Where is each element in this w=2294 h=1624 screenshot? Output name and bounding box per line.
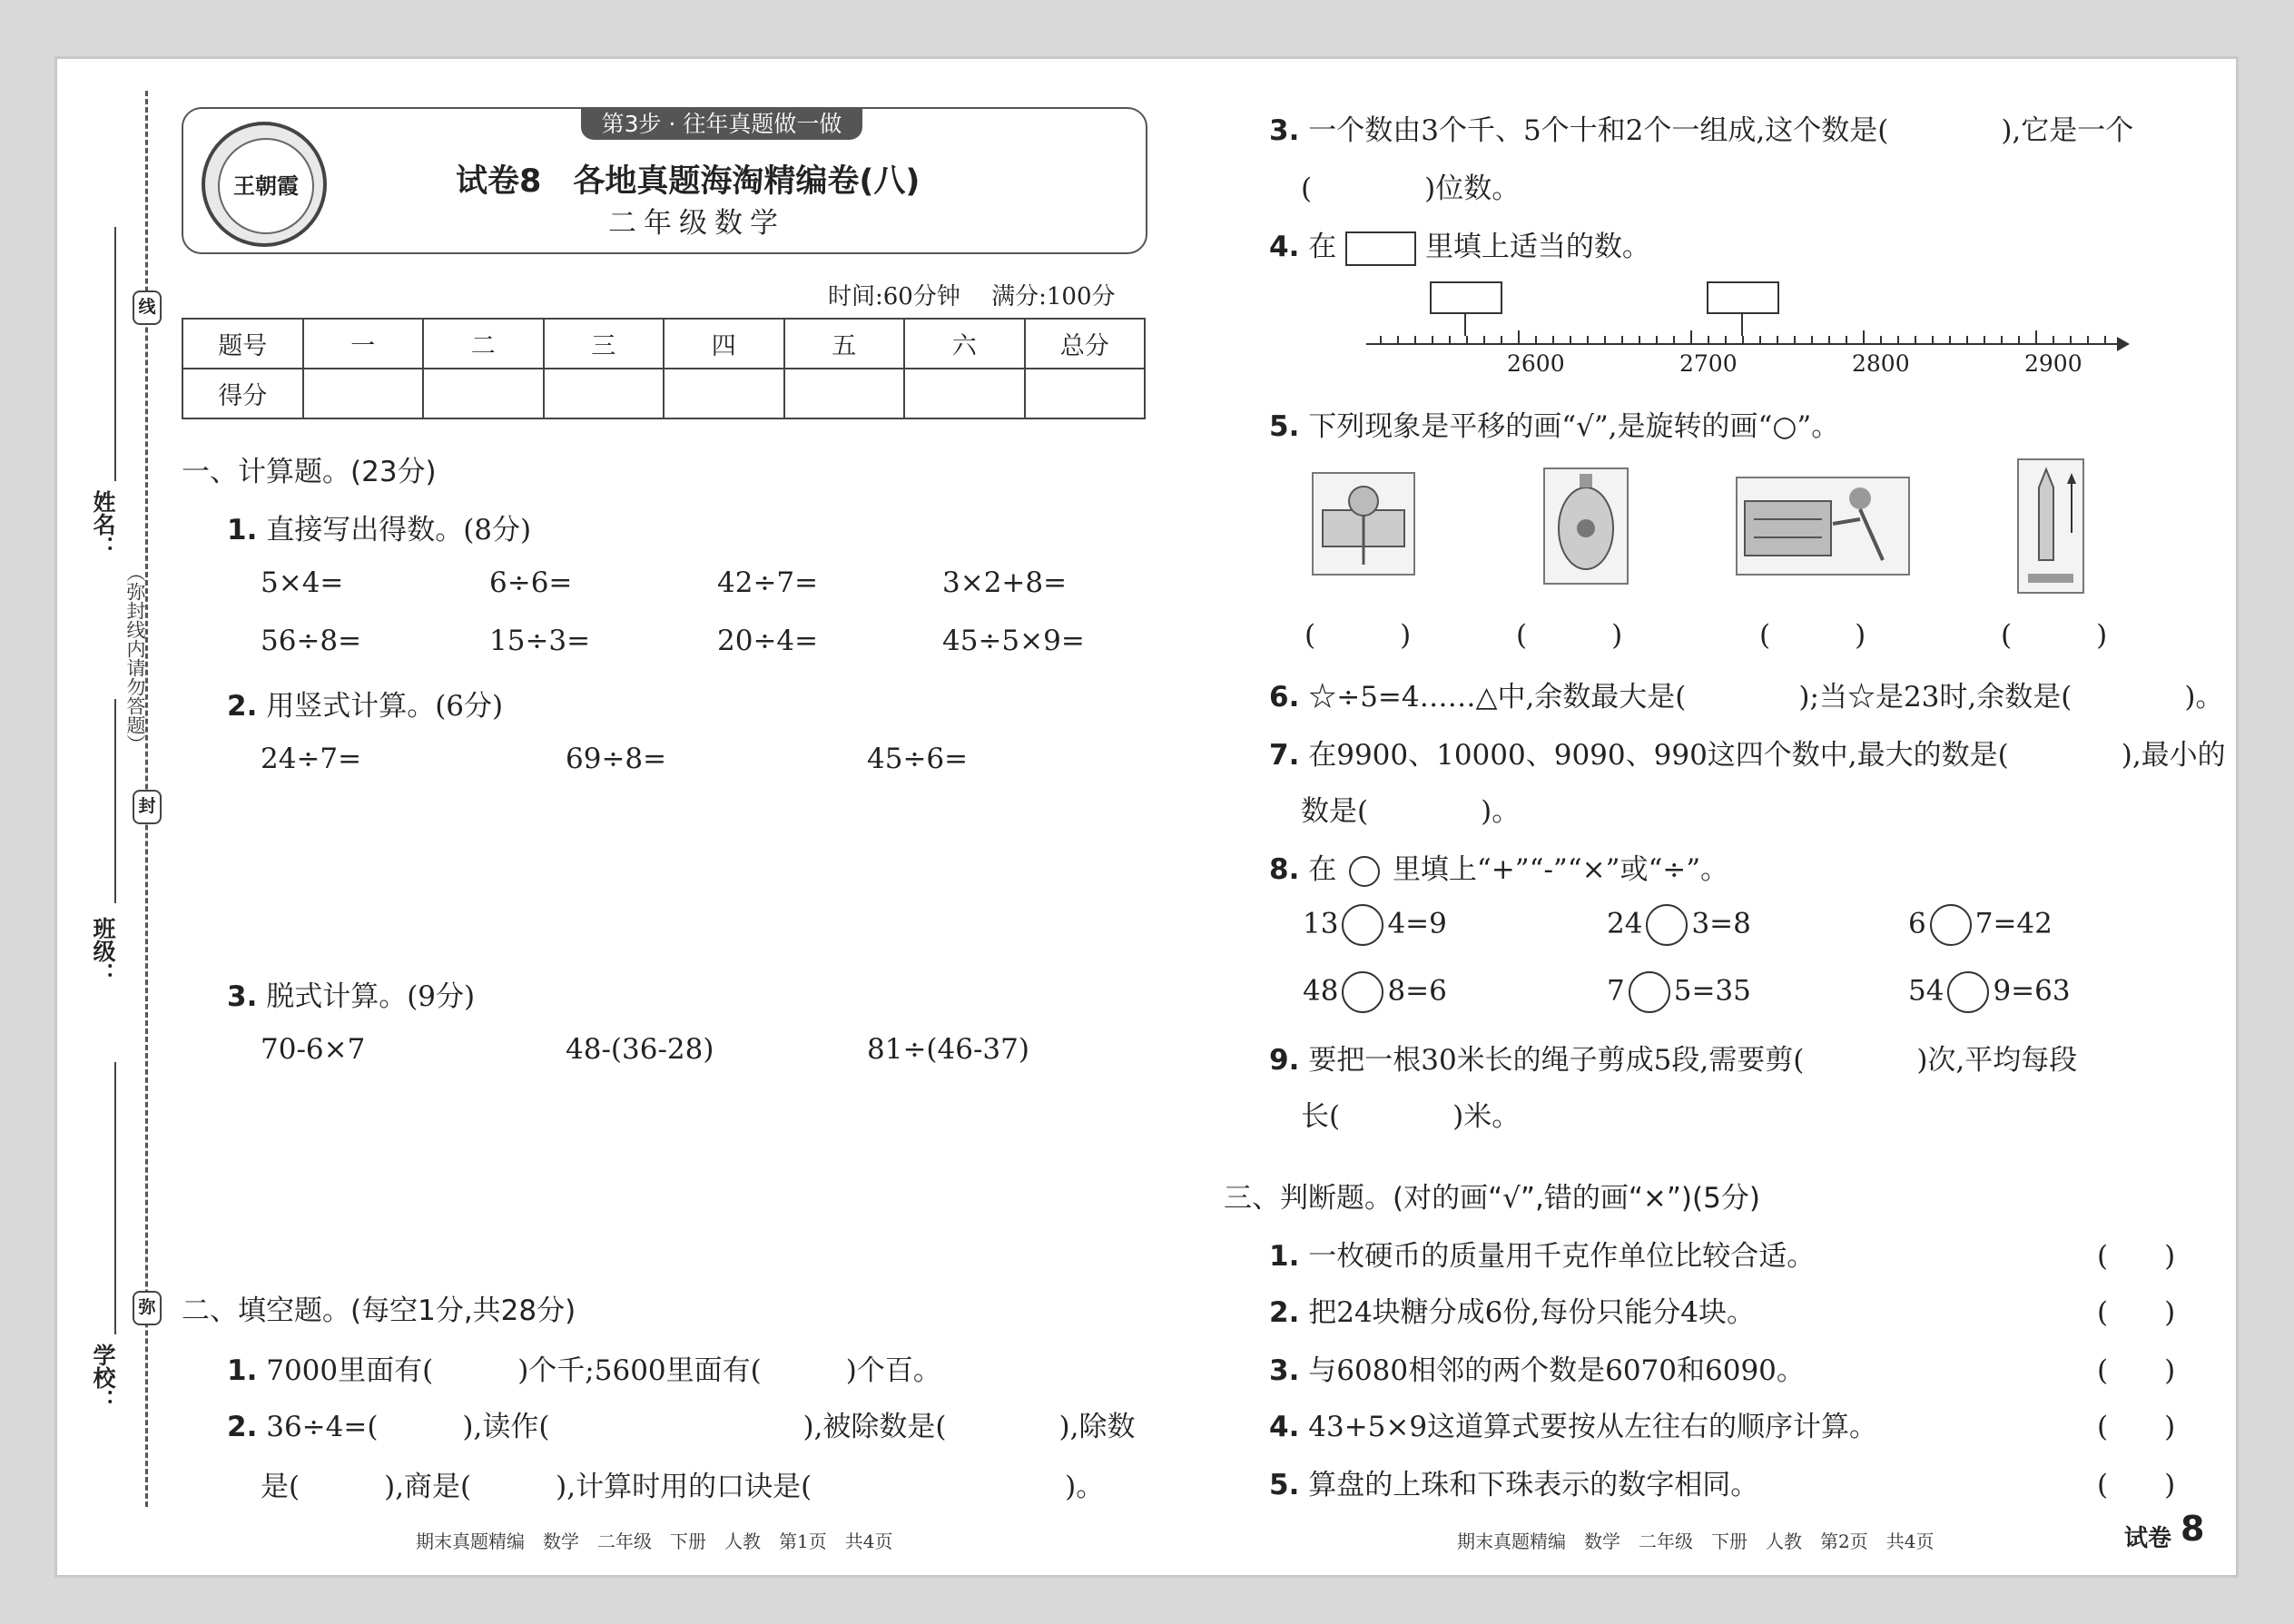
s2-q9-line1 [1269, 1037, 2077, 1078]
section2-title: 二、填空题。(每空1分,共28分) [182, 1294, 576, 1327]
q8-item [1908, 971, 2071, 1013]
q-number: 9. [1269, 1044, 1300, 1077]
number-line-tick [1621, 336, 1623, 344]
step-banner: 第3步 · 往年真题做一做 [581, 109, 862, 140]
calc-item: 42÷7= [717, 566, 819, 599]
q-number: 6. [1269, 681, 1300, 714]
number-line-tick [1570, 336, 1571, 344]
q-text[interactable]: ☆÷5=4……△中,余数最大是( );当☆是23时,余数是( )。 [1308, 681, 2224, 714]
q-number: 3. [1269, 114, 1300, 147]
q-text[interactable]: 要把一根30米长的绳子剪成5段,需要剪( )次,平均每段 [1308, 1044, 2078, 1077]
footer-page-number: 8 [2181, 1509, 2205, 1549]
pulley-picture [1543, 468, 1629, 585]
q-number: 3. [1269, 1354, 1300, 1387]
badge-close: 弥 [133, 1291, 162, 1325]
calc-item: 6÷6= [489, 566, 573, 599]
judge-item [1269, 1403, 1877, 1444]
operator-circle[interactable] [1629, 971, 1670, 1013]
s1-q1 [227, 507, 531, 547]
q-text[interactable]: 36÷4=( ),读作( ),被除数是( ),除数 [266, 1411, 1136, 1443]
q-text-post: 里填上适当的数。 [1424, 231, 1650, 263]
number-line-tick [1759, 336, 1761, 344]
judge-blank[interactable]: ( ) [2097, 1411, 2176, 1443]
s2-q9-line2[interactable]: 长( )米。 [1301, 1100, 1521, 1133]
push-box-icon [1738, 478, 1908, 574]
footer-left: 期末真题精编 数学 二年级 下册 人教 第1页 共4页 [416, 1530, 893, 1552]
score-value-row [182, 369, 1145, 418]
operator-circle[interactable] [1646, 904, 1688, 946]
operator-circle[interactable] [1342, 971, 1383, 1013]
number-line-label: 2900 [2024, 350, 2082, 377]
number-line-box-2[interactable] [1707, 281, 1779, 314]
judge-item [1269, 1462, 1758, 1502]
footer-label: 试卷 [2124, 1525, 2172, 1552]
operand: 24 [1607, 907, 1643, 940]
score-input-cell[interactable] [784, 369, 905, 418]
publisher-logo [202, 122, 327, 247]
number-line-tick [1518, 330, 1520, 344]
number-line-tick [2018, 336, 2020, 344]
time-score: 时间:60分钟 满分:100分 [828, 283, 1116, 310]
operand: 48 [1303, 974, 1339, 1008]
number-line-tick [1794, 336, 1796, 344]
s2-q6 [1269, 674, 2223, 714]
school-field[interactable] [114, 1062, 116, 1334]
number-line-tick [2070, 336, 2072, 344]
score-cell: 题号 [182, 319, 303, 369]
q-number: 5. [1269, 1469, 1300, 1501]
q5-answer[interactable]: ( ) [1305, 619, 1412, 652]
school-label: 学校： [90, 1343, 116, 1412]
calc-item: 69÷8= [566, 743, 667, 775]
number-line-tick [2087, 336, 2089, 344]
number-line-tick [1811, 336, 1813, 344]
q-text: 直接写出得数。(8分) [266, 514, 532, 546]
judge-blank[interactable]: ( ) [2097, 1240, 2176, 1273]
crank-icon [1314, 474, 1413, 574]
number-line-tick [1777, 336, 1778, 344]
q-number: 2. [227, 690, 258, 723]
s1-q2 [227, 683, 503, 723]
score-input-cell[interactable] [544, 369, 665, 418]
operator-circle[interactable] [1947, 971, 1989, 1013]
number-line-tick [1466, 336, 1468, 344]
number-line-tick [1414, 336, 1416, 344]
number-line-tick [1449, 336, 1451, 344]
q5-answer[interactable]: ( ) [1516, 619, 1623, 652]
score-cell: 二 [423, 319, 544, 369]
operand: 54 [1908, 974, 1944, 1008]
section1-title: 一、计算题。(23分) [182, 456, 437, 488]
fill-box-sample [1345, 231, 1416, 266]
q-number: 1. [1269, 1240, 1300, 1273]
q-number: 2. [1269, 1296, 1300, 1329]
seal-note: （弥封线内请勿答题） [124, 563, 146, 753]
judge-blank[interactable]: ( ) [2097, 1354, 2176, 1387]
calc-item: 56÷8= [261, 625, 362, 657]
calc-item: 48-(36-28) [566, 1033, 714, 1066]
rocket-icon [2019, 460, 2082, 592]
number-line-tick [1828, 336, 1830, 344]
operand: 13 [1303, 907, 1339, 940]
box-pointer [1741, 312, 1743, 336]
q-number: 5. [1269, 410, 1300, 443]
number-line-tick [1397, 336, 1399, 344]
number-line-tick [1880, 336, 1882, 344]
name-label: 姓名： [90, 490, 116, 558]
q8-item [1303, 904, 1447, 946]
q-number: 4. [1269, 231, 1300, 263]
operand: 7 [1607, 974, 1625, 1008]
number-line-tick [1725, 336, 1727, 344]
q8-item [1607, 971, 1751, 1013]
class-label: 班级： [90, 917, 116, 985]
q-text-post: 里填上“+”“-”“×”或“÷”。 [1392, 853, 1729, 886]
judge-blank[interactable]: ( ) [2097, 1296, 2176, 1329]
score-input-cell[interactable] [303, 369, 424, 418]
s2-q5 [1269, 403, 1839, 444]
calc-item: 81÷(46-37) [867, 1033, 1029, 1066]
q-text: 脱式计算。(9分) [266, 980, 476, 1013]
pulley-icon [1545, 469, 1627, 583]
operand: 7=42 [1974, 907, 2053, 940]
q-number: 8. [1269, 853, 1300, 886]
circle-sample [1349, 856, 1380, 887]
number-line-label: 2800 [1852, 350, 1910, 377]
number-line-tick [1915, 336, 1916, 344]
number-line-label: 2600 [1507, 350, 1565, 377]
q-text[interactable]: 在9900、10000、9090、990这四个数中,最大的数是( ),最小的 [1308, 739, 2226, 772]
box-pointer [1464, 312, 1466, 336]
calc-item: 20÷4= [717, 625, 819, 657]
number-line-arrow [2117, 337, 2130, 351]
judge-blank[interactable]: ( ) [2097, 1469, 2176, 1501]
number-line-tick [1639, 336, 1640, 344]
judge-item [1269, 1347, 1805, 1388]
operand: 4=9 [1387, 907, 1447, 940]
score-cell: 三 [544, 319, 665, 369]
number-line-tick [2035, 330, 2037, 344]
operand: 5=35 [1673, 974, 1751, 1008]
s2-q7-line2[interactable]: 数是( )。 [1301, 795, 1521, 828]
class-field[interactable] [114, 699, 116, 903]
judge-text: 一枚硬币的质量用千克作单位比较合适。 [1308, 1240, 1816, 1273]
score-cell: 四 [664, 319, 784, 369]
q-number: 3. [227, 980, 258, 1013]
score-cell: 五 [784, 319, 905, 369]
number-line-tick [1949, 336, 1951, 344]
number-line-tick [1432, 336, 1433, 344]
exam-subtitle: 二年级数学 [608, 207, 785, 240]
number-line-tick [1673, 336, 1675, 344]
score-input-cell[interactable] [904, 369, 1025, 418]
s2-q3-line1 [1269, 107, 2133, 148]
section3-title: 三、判断题。(对的画“√”,错的画“×”)(5分) [1224, 1182, 1760, 1215]
q5-answer[interactable]: ( ) [2001, 619, 2108, 652]
score-cell: 六 [904, 319, 1025, 369]
exam-title: 试卷8 各地真题海淘精编卷(八) [456, 163, 921, 200]
calc-item: 45÷6= [867, 743, 969, 775]
number-line-tick [2104, 336, 2106, 344]
number-line-tick [1932, 336, 1934, 344]
operand: 9=63 [1993, 974, 2071, 1008]
number-line-label: 2700 [1679, 350, 1738, 377]
number-line-tick [1846, 336, 1847, 344]
exam-header [182, 107, 1147, 254]
s1-q3 [227, 973, 475, 1014]
number-line-tick [1708, 336, 1709, 344]
q-text-pre: 在 [1308, 853, 1337, 886]
operator-circle[interactable] [1342, 904, 1383, 946]
footer-right: 期末真题精编 数学 二年级 下册 人教 第2页 共4页 [1457, 1530, 1935, 1552]
s2-q3-line2[interactable]: ( )位数。 [1301, 172, 1521, 205]
logo-text: 王朝霞 [218, 138, 314, 234]
calc-item: 5×4= [261, 566, 344, 599]
number-line-tick [1380, 336, 1382, 344]
judge-text: 把24块糖分成6份,每份只能分4块。 [1308, 1296, 1755, 1329]
number-line-tick [1587, 336, 1589, 344]
number-line-tick [1604, 336, 1606, 344]
number-line-tick [2053, 336, 2054, 344]
number-line-tick [2001, 336, 2003, 344]
score-table [182, 318, 1146, 419]
number-line-tick [1535, 336, 1537, 344]
score-cell: 一 [303, 319, 424, 369]
number-line-tick [1483, 336, 1485, 344]
number-line-box-1[interactable] [1430, 281, 1502, 314]
s2-q7-line1 [1269, 732, 2226, 773]
score-input-cell[interactable] [664, 369, 784, 418]
judge-item [1269, 1289, 1755, 1330]
s2-q2-line1 [227, 1403, 1135, 1444]
calc-item: 45÷5×9= [942, 625, 1085, 657]
name-field[interactable] [114, 227, 116, 481]
s2-q1 [227, 1347, 941, 1388]
s2-q8 [1269, 846, 1728, 887]
calc-item: 3×2+8= [942, 566, 1068, 599]
judge-text: 算盘的上珠和下珠表示的数字相同。 [1308, 1469, 1759, 1501]
judge-text: 与6080相邻的两个数是6070和6090。 [1308, 1354, 1805, 1387]
number-line-tick [1656, 336, 1658, 344]
number-line-tick [1897, 336, 1899, 344]
calc-item: 70-6×7 [261, 1033, 366, 1066]
calc-item: 15÷3= [489, 625, 591, 657]
q-number: 7. [1269, 739, 1300, 772]
operator-circle[interactable] [1930, 904, 1972, 946]
s2-q2-line2[interactable]: 是( ),商是( ),计算时用的口诀是( )。 [261, 1471, 1105, 1503]
s2-q4 [1269, 223, 1650, 266]
judge-text: 43+5×9这道算式要按从左往右的顺序计算。 [1308, 1411, 1878, 1443]
q8-item [1908, 904, 2053, 946]
score-input-cell[interactable] [1025, 369, 1146, 418]
number-line-tick [1501, 336, 1502, 344]
operand: 3=8 [1691, 907, 1751, 940]
q5-answer[interactable]: ( ) [1759, 619, 1866, 652]
q-text[interactable]: 一个数由3个千、5个十和2个一组成,这个数是( ),它是一个 [1308, 114, 2134, 147]
push-box-picture [1736, 477, 1910, 576]
number-line-tick [1690, 330, 1692, 344]
score-input-cell[interactable] [423, 369, 544, 418]
number-line-tick [1552, 336, 1554, 344]
q8-item [1607, 904, 1751, 946]
q-number: 4. [1269, 1411, 1300, 1443]
q8-item [1303, 971, 1447, 1013]
crank-wheel-picture [1312, 472, 1415, 576]
operand: 6 [1908, 907, 1926, 940]
q-number: 1. [227, 1354, 258, 1387]
q-text-pre: 在 [1308, 231, 1337, 263]
number-line-tick [1984, 336, 1985, 344]
q-text: 下列现象是平移的画“√”,是旋转的画“○”。 [1308, 410, 1840, 443]
number-line-tick [1966, 336, 1968, 344]
q-text[interactable]: 7000里面有( )个千;5600里面有( )个百。 [266, 1354, 941, 1387]
q-number: 2. [227, 1411, 258, 1443]
badge-seal: 封 [133, 790, 162, 824]
number-line-tick [1863, 330, 1865, 344]
judge-item [1269, 1233, 1815, 1274]
rocket-picture [2017, 458, 2084, 594]
score-row-label: 得分 [182, 369, 303, 418]
badge-line: 线 [133, 290, 162, 325]
calc-item: 24÷7= [261, 743, 362, 775]
operand: 8=6 [1387, 974, 1447, 1008]
score-header-row [182, 319, 1145, 369]
q-text: 用竖式计算。(6分) [266, 690, 504, 723]
number-line-tick [1742, 336, 1744, 344]
q-number: 1. [227, 514, 258, 546]
score-cell: 总分 [1025, 319, 1146, 369]
